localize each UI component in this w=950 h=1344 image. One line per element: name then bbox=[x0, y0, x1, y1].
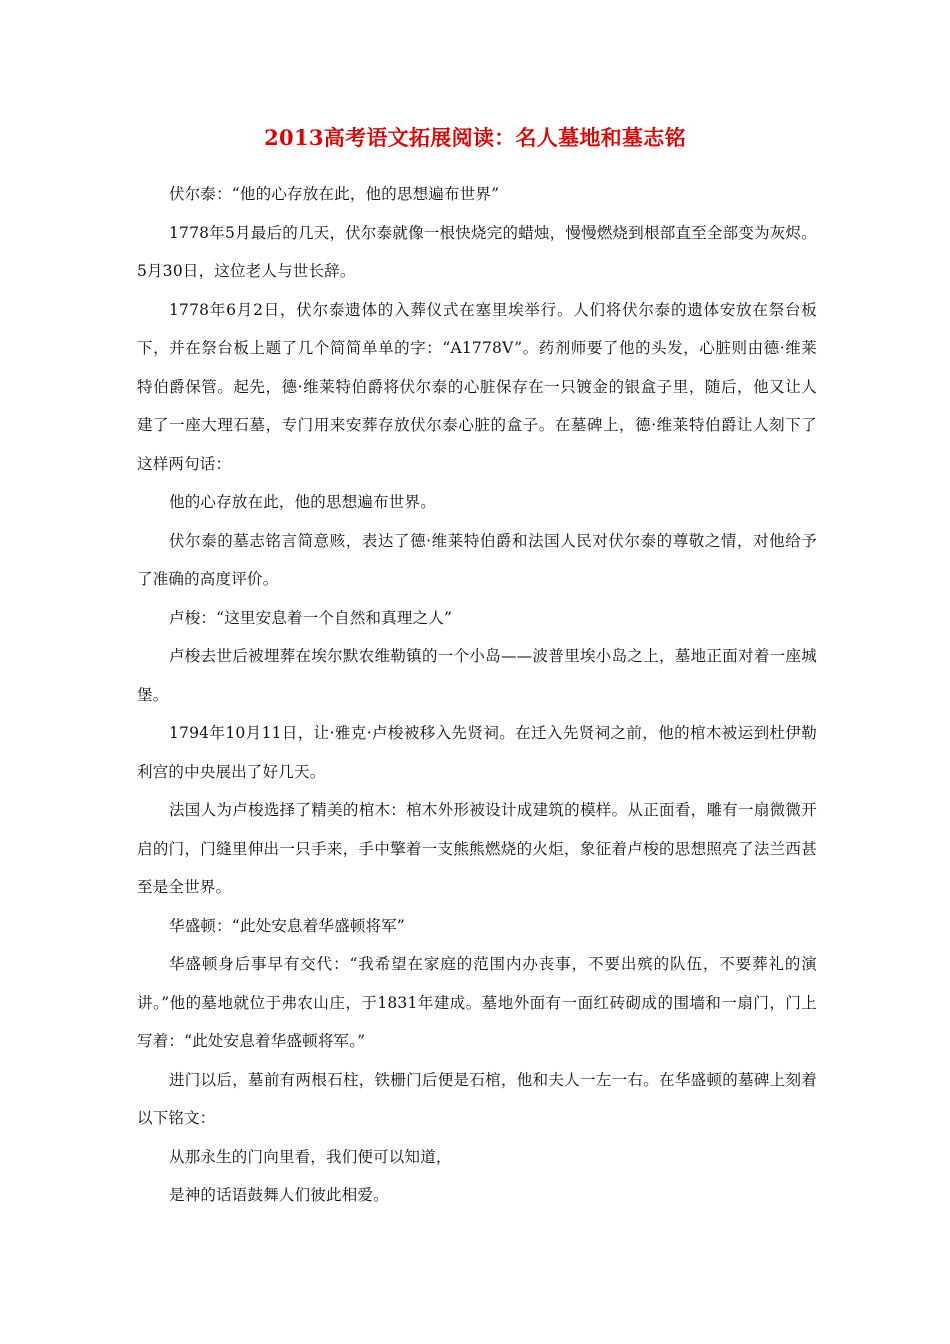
epitaph-line: 他的心存放在此，他的思想遍布世界。 bbox=[169, 493, 436, 511]
paragraph-washington-heading: 华盛顿：“此处安息着华盛顿将军” bbox=[169, 916, 406, 935]
document-body bbox=[137, 175, 817, 1215]
paragraph: 1778年6月2日，伏尔泰遗体的入葬仪式在塞里埃举行。人们将伏尔泰的遗体安放在祭台板下，并在祭台板上题了几个简简单单的字：“A1778V”。药剂师要了他的头发，心脏则由德·维莱特伯爵保管。起先，德·维莱特伯爵将伏尔泰的心脏保存在一只镀金的银盒子里，随后，他又让人建了一座大理石墓，专门用来安葬存放伏尔泰心脏的盒子。在墓碑上，德·维莱特伯爵让人刻下了这样两句话： bbox=[137, 300, 817, 473]
paragraph: 法国人为卢梭选择了精美的棺木：棺木外形被设计成建筑的模样。从正面看，雕有一扇微微开启的门，门缝里伸出一只手来，手中擎着一支熊熊燃烧的火炬，象征着卢梭的思想照亮了法兰西甚至是全世界。 bbox=[137, 801, 817, 896]
paragraph-rousseau-heading: 卢梭：“这里安息着一个自然和真理之人” bbox=[169, 608, 453, 627]
paragraph-voltaire-heading: 伏尔泰：“他的心存放在此，他的思想遍布世界” bbox=[169, 185, 500, 203]
paragraph: 进门以后，墓前有两根石柱，铁栅门后便是石棺，他和夫人一左一右。在华盛顿的墓碑上刻着以下铭文： bbox=[137, 1070, 817, 1127]
paragraph: 卢梭去世后被埋葬在埃尔默农维勒镇的一个小岛——波普里埃小岛之上，墓地正面对着一座城堡。 bbox=[137, 647, 817, 704]
epitaph-line: 从那永生的门向里看，我们便可以知道， bbox=[169, 1147, 452, 1166]
paragraph: 1794年10月11日，让·雅克·卢梭被移入先贤祠。在迁入先贤祠之前，他的棺木被运到杜伊勒利宫的中央展出了好几天。 bbox=[137, 724, 817, 781]
document-title: 2013高考语文拓展阅读：名人墓地和墓志铭 bbox=[264, 125, 686, 150]
paragraph: 华盛顿身后事早有交代：“我希望在家庭的范围内办丧事，不要出殡的队伍，不要葬礼的演讲。”他的墓地就位于弗农山庄，于1831年建成。墓地外面有一面红砖砌成的围墙和一扇门，门上写着：“此处安息着华盛顿将军。” bbox=[137, 955, 817, 1050]
paragraph: 1778年5月最后的几天，伏尔泰就像一根快烧完的蜡烛，慢慢燃烧到根部直至全部变为灰烬。 5月30日，这位老人与世长辞。 bbox=[137, 223, 817, 280]
epitaph-line: 是神的话语鼓舞人们彼此相爱。 bbox=[169, 1186, 389, 1204]
paragraph: 伏尔泰的墓志铭言简意赅，表达了德·维莱特伯爵和法国人民对伏尔泰的尊敬之情，对他给予了准确的高度评价。 bbox=[137, 531, 817, 588]
